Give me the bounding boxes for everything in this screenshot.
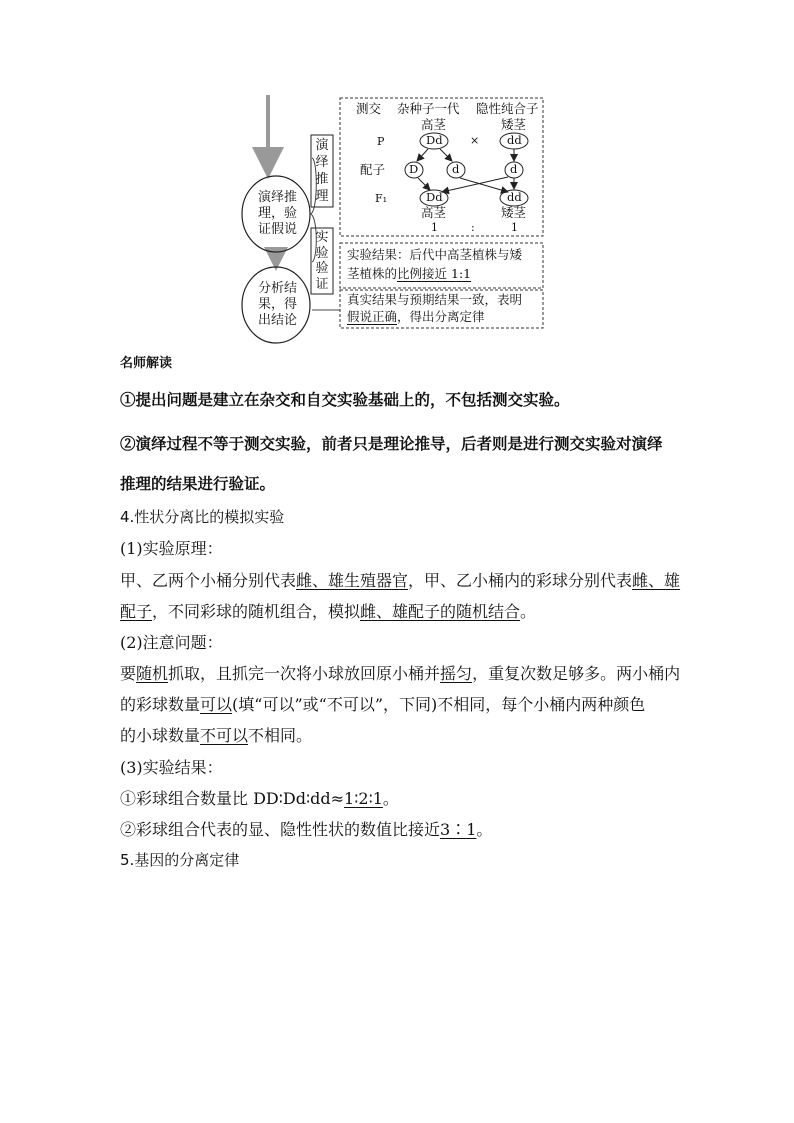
conclusion-hypothesis: 假说正确 bbox=[347, 309, 398, 324]
results-line-2 bbox=[120, 822, 492, 838]
ratio-right: 1 bbox=[511, 221, 518, 234]
gamete-d-right: d bbox=[510, 162, 518, 176]
genotype-dd-f1: dd bbox=[507, 190, 522, 204]
label-char: 验 bbox=[315, 245, 329, 261]
section-5-title: 5.基因的分离定律 bbox=[120, 851, 240, 869]
arrow-p-to-d bbox=[440, 149, 452, 161]
principle-heading: (1)实验原理： bbox=[120, 539, 223, 558]
genotype-Dd-parent: Dd bbox=[426, 133, 443, 147]
conclusion-line-1: 真实结果与预期结果一致，表明 bbox=[347, 292, 523, 307]
arrow-d-right-to-Dd bbox=[442, 177, 508, 192]
step-conclude-line: 分析结 bbox=[258, 281, 298, 296]
arrow-D-to-Dd bbox=[418, 178, 430, 190]
conclusion-text: ，得出分离定律 bbox=[397, 309, 485, 324]
text: (填“可以”或“不可以”，下同)不相同，每个小桶内两种颜色 bbox=[232, 695, 646, 714]
answer-blank: 随机 bbox=[136, 664, 169, 683]
text: ，不同彩球的随机组合，模拟 bbox=[152, 602, 361, 621]
text: 要 bbox=[120, 664, 137, 683]
text: ，重复次数足够多。两小桶内 bbox=[472, 664, 681, 683]
text: 的彩球数量 bbox=[120, 695, 201, 714]
genotype-Dd-f1: Dd bbox=[426, 190, 443, 204]
issues-line-3 bbox=[120, 728, 312, 744]
result-ratio: 比例接近 1:1 bbox=[397, 266, 472, 281]
text: 抓取，且抓完一次将小球放回原小桶并 bbox=[168, 664, 441, 683]
answer-blank: 1∶2∶1 bbox=[344, 789, 383, 808]
results-line-1 bbox=[120, 791, 399, 807]
result-text: 茎植株的 bbox=[347, 266, 398, 281]
label-char: 绎 bbox=[315, 155, 329, 170]
step-deduce-line: 演绎推 bbox=[258, 190, 298, 205]
answer-blank: 雌、雄配子的随机结合 bbox=[360, 602, 521, 621]
notes-heading: 名师解读 bbox=[120, 356, 173, 371]
notes-point-1: ①提出问题是建立在杂交和自交实验基础上的，不包括测交实验。 bbox=[120, 390, 570, 409]
gamete-d-left: d bbox=[452, 162, 460, 176]
step-conclude-line: 出结论 bbox=[258, 313, 298, 328]
label-char: 推 bbox=[315, 172, 329, 187]
label-experiment bbox=[315, 230, 329, 292]
row-label-p: P bbox=[377, 135, 385, 148]
step-deduce-line: 证假说 bbox=[258, 222, 298, 237]
header-hybrid: 杂种子一代 bbox=[397, 101, 460, 116]
step-deduce-text bbox=[258, 190, 298, 238]
principle-line-1 bbox=[120, 573, 680, 589]
issues-heading: (2)注意问题： bbox=[120, 633, 223, 652]
answer-blank: 3∶1 bbox=[440, 820, 477, 839]
f1-dwarf: 矮茎 bbox=[501, 205, 527, 220]
parent-tall: 高茎 bbox=[421, 117, 447, 132]
text: ①彩球组合数量比 DD∶Dd∶dd≈ bbox=[120, 789, 345, 808]
genotype-dd-parent: dd bbox=[507, 133, 522, 147]
conclusion-line-2 bbox=[347, 311, 485, 324]
cross-symbol: × bbox=[470, 134, 480, 147]
text: ②彩球组合代表的显、隐性性状的数值比接近 bbox=[120, 820, 441, 839]
issues-line-1 bbox=[120, 666, 680, 682]
row-label-gamete: 配子 bbox=[360, 162, 386, 177]
answer-blank: 雌、雄 bbox=[632, 571, 681, 590]
label-deduction bbox=[315, 137, 329, 205]
answer-blank: 雌、雄生殖器官 bbox=[296, 571, 409, 590]
answer-blank: 摇匀 bbox=[440, 664, 473, 683]
arrow-d-to-dd bbox=[460, 178, 508, 192]
notes-point-2-line-2: 推理的结果进行验证。 bbox=[120, 474, 276, 493]
label-char: 理 bbox=[315, 189, 329, 204]
ratio-separator: : bbox=[471, 221, 475, 234]
results-heading: (3)实验结果： bbox=[120, 758, 223, 777]
result-line-2 bbox=[347, 268, 471, 281]
text: 甲、乙两个小桶分别代表 bbox=[120, 571, 297, 590]
text: 。 bbox=[476, 820, 493, 839]
step-conclude-line: 果，得 bbox=[258, 297, 298, 312]
label-char: 验 bbox=[315, 261, 329, 276]
parent-dwarf: 矮茎 bbox=[501, 117, 527, 132]
answer-blank: 不可以 bbox=[200, 726, 249, 745]
ratio-left: 1 bbox=[431, 221, 438, 234]
section-4-title: 4.性状分离比的模拟实验 bbox=[120, 508, 285, 526]
text: 。 bbox=[382, 789, 399, 808]
issues-line-2 bbox=[120, 697, 645, 713]
step-deduce-line: 理，验 bbox=[258, 206, 298, 221]
text: 。 bbox=[520, 602, 537, 621]
result-line-1: 实验结果：后代中高茎植株与矮 bbox=[347, 247, 523, 262]
arrow-p-to-D bbox=[417, 149, 428, 161]
row-label-f1: F₁ bbox=[375, 192, 388, 205]
header-recessive: 隐性纯合子 bbox=[476, 101, 539, 116]
step-conclude-text bbox=[258, 281, 298, 329]
text: 的小球数量 bbox=[120, 726, 201, 745]
answer-blank: 配子 bbox=[120, 602, 153, 621]
gamete-D: D bbox=[409, 162, 419, 176]
text: 不相同。 bbox=[248, 726, 313, 745]
label-char: 实 bbox=[315, 230, 329, 245]
answer-blank: 可以 bbox=[200, 695, 233, 714]
f1-tall: 高茎 bbox=[421, 205, 447, 220]
text: ，甲、乙小桶内的彩球分别代表 bbox=[408, 571, 633, 590]
label-char: 演 bbox=[315, 138, 329, 153]
notes-point-2-line-1: ②演绎过程不等于测交实验，前者只是理论推导，后者则是进行测交实验对演绎 bbox=[120, 434, 663, 453]
label-char: 证 bbox=[315, 276, 329, 292]
header-test-cross: 测交 bbox=[356, 101, 382, 116]
principle-line-2 bbox=[120, 604, 536, 620]
